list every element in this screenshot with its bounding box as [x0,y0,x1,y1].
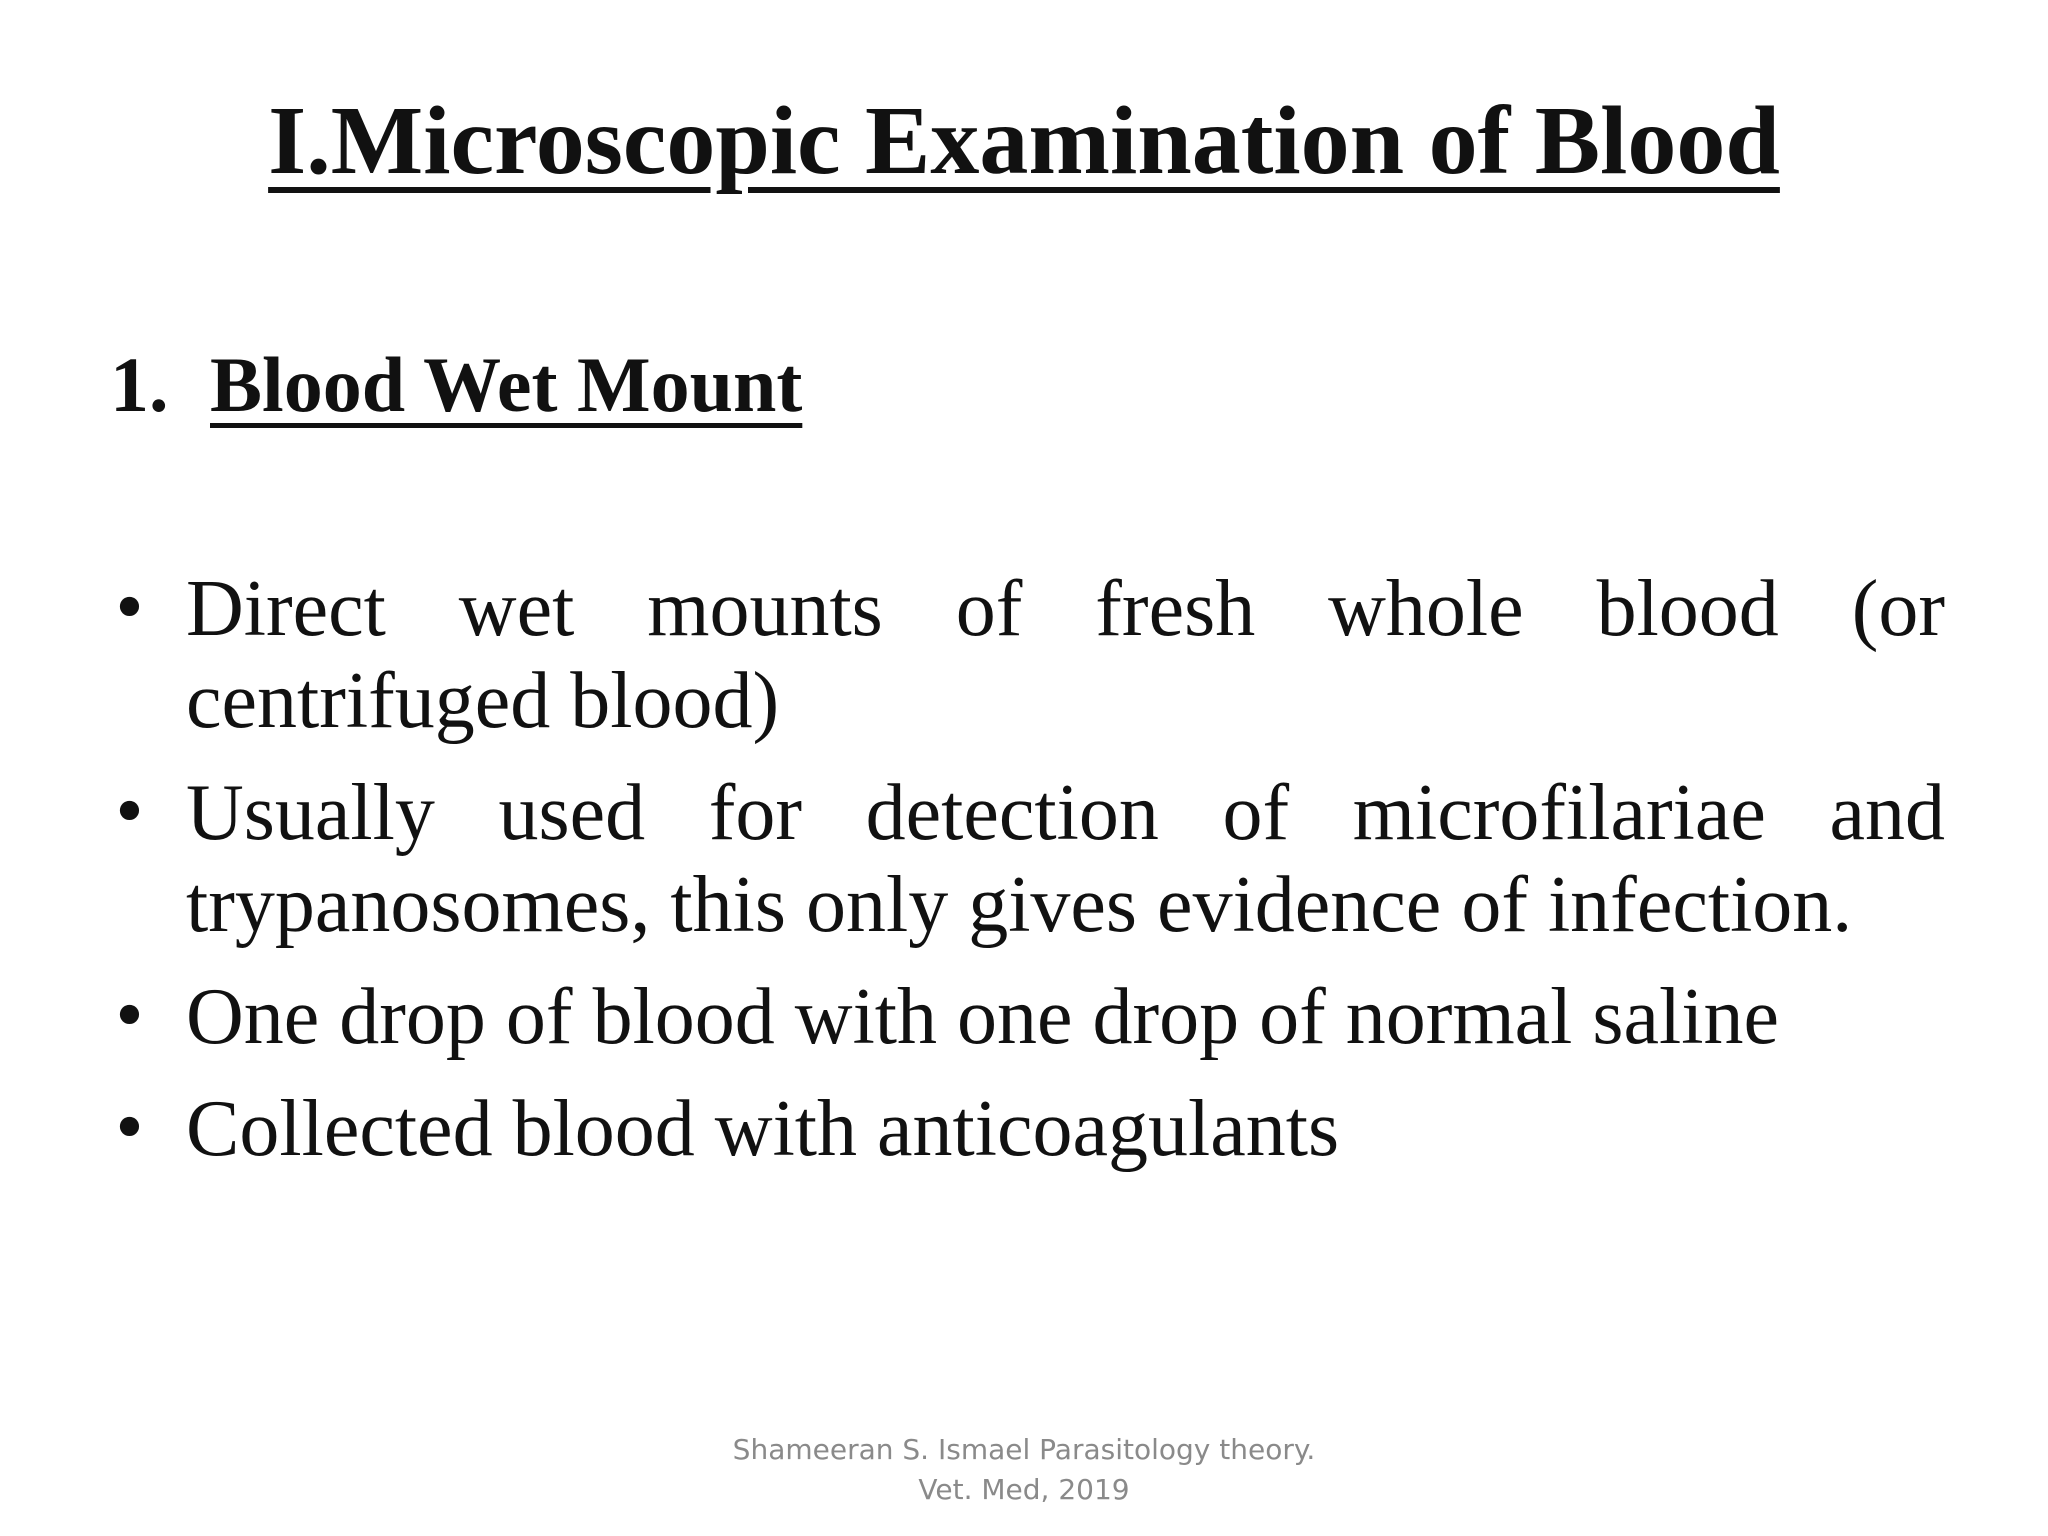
footer-author-line: Shameeran S. Ismael Parasitology theory. [732,1433,1316,1466]
bullet-item [110,971,1945,1063]
bullet-item [110,1083,1945,1175]
section-heading [110,340,802,430]
footer-course-line: Vet. Med, 2019 [918,1473,1130,1506]
bullet-item [110,767,1945,951]
bullet-text: Collected blood with anticoagulants [186,1085,1340,1173]
bullet-icon: • [110,570,149,647]
bullet-icon: • [110,1090,149,1167]
section-heading-text: Blood Wet Mount [210,341,803,428]
bullet-icon: • [110,774,149,851]
bullet-text: Direct wet mounts of fresh whole blood (or centrifuged blood) [186,565,1945,745]
slide-footer [0,1430,2048,1510]
slide-title: I.Microscopic Examination of Blood [268,87,1780,195]
bullet-text: One drop of blood with one drop of normal saline [186,973,1780,1061]
bullet-icon: • [110,978,149,1055]
bullet-item [110,563,1945,747]
bullet-text: Usually used for detection of microfilariae and trypanosomes, this only gives evidence of infection. [186,769,1945,949]
section-number: 1. [110,341,169,428]
bullet-list [110,563,1945,1195]
